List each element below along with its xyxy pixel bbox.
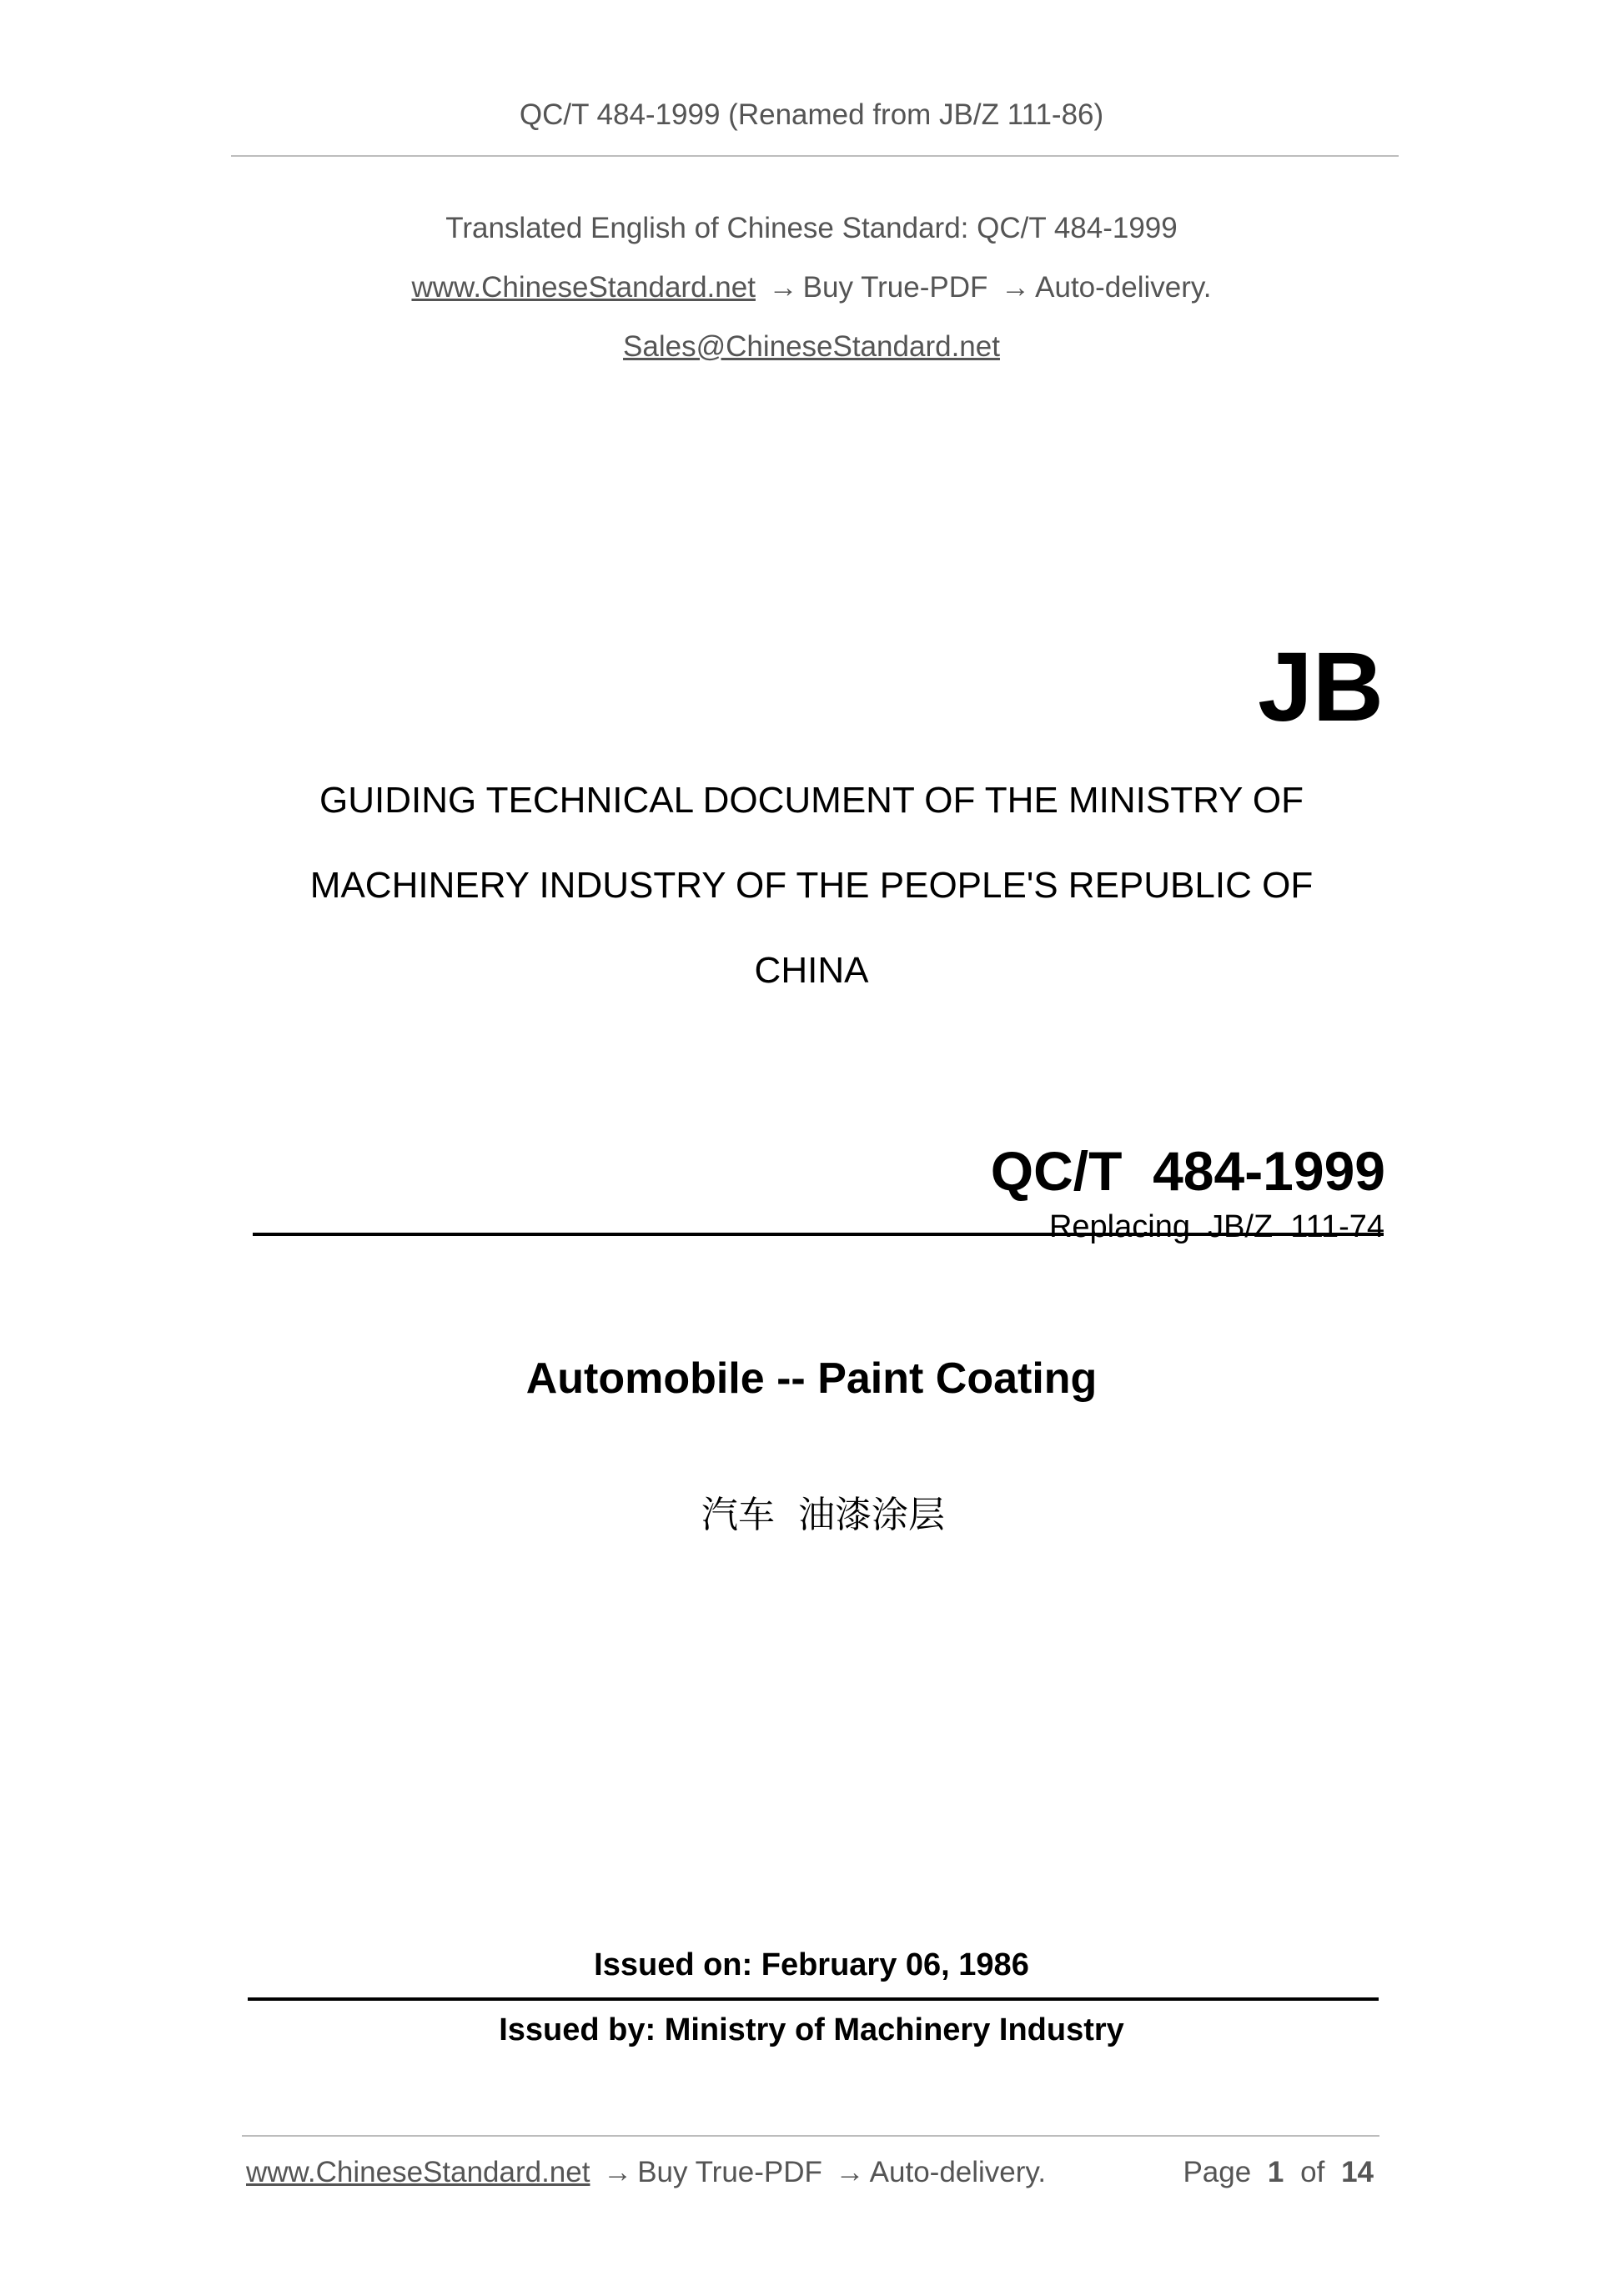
title-en-text: Automobile -- Paint Coating [525, 1354, 1098, 1403]
issuing-authority-line-1 [0, 780, 1623, 821]
title-zh-text: 汽车 油漆涂层 [701, 1494, 945, 1536]
issued-by [0, 2012, 1623, 2048]
footer-divider [242, 2135, 1379, 2137]
site-link[interactable]: www.ChineseStandard.net [411, 271, 756, 304]
total-pages: 14 [1341, 2156, 1374, 2188]
header-divider [231, 155, 1399, 157]
purchase-line [0, 271, 1623, 304]
auto-delivery-text: Auto-delivery. [1035, 271, 1212, 304]
of-label: of [1300, 2156, 1325, 2188]
footer-site-link[interactable]: www.ChineseStandard.net [246, 2156, 590, 2188]
arrow-right-icon: → [603, 2156, 633, 2188]
translation-notice-line [0, 212, 1623, 245]
footer-purchase-line [246, 2156, 1046, 2189]
issuing-authority-line-3 [0, 950, 1623, 992]
page-number: 1 [1267, 2156, 1284, 2188]
arrow-right-icon: → [1001, 271, 1031, 304]
arrow-right-icon: → [835, 2156, 865, 2188]
document-title-zh [0, 1442, 1623, 1538]
running-header [0, 98, 1623, 132]
running-title: QC/T 484-1999 (Renamed from JB/Z 111-86) [519, 98, 1104, 131]
issued-by-text: Issued by: Ministry of Machinery Industry [499, 2012, 1124, 2047]
title-divider [253, 1233, 1384, 1236]
issuing-authority-line-2 [0, 865, 1623, 907]
standard-category-logo [1258, 632, 1384, 742]
issued-on-text: Issued on: February 06, 1986 [594, 1947, 1029, 1982]
footer-buy-true-pdf-text: Buy True-PDF [637, 2156, 822, 2188]
page-label: Page [1183, 2156, 1252, 2188]
authority-text-3: CHINA [754, 950, 869, 991]
authority-text-2: MACHINERY INDUSTRY OF THE PEOPLE'S REPUBLIC OF [309, 865, 1314, 906]
logo-code: JB [1258, 632, 1384, 742]
buy-true-pdf-text: Buy True-PDF [802, 271, 988, 304]
sales-email-link[interactable]: Sales@ChineseStandard.net [623, 330, 1000, 363]
translation-notice-text: Translated English of Chinese Standard: QC/T 484-1999 [445, 212, 1178, 244]
document-title-en [0, 1354, 1623, 1404]
issued-on [0, 1947, 1623, 1983]
arrow-right-icon: → [768, 271, 798, 304]
email-line [0, 330, 1623, 364]
footer-auto-delivery-text: Auto-delivery. [869, 2156, 1047, 2188]
page-indicator [1183, 2156, 1374, 2189]
replacing-text: Replacing JB/Z 111-74 [1048, 1209, 1384, 1244]
standard-number-text: QC/T 484-1999 [990, 1140, 1385, 1202]
authority-text-1: GUIDING TECHNICAL DOCUMENT OF THE MINISTRY OF [319, 780, 1304, 821]
issued-divider [248, 1997, 1379, 2001]
